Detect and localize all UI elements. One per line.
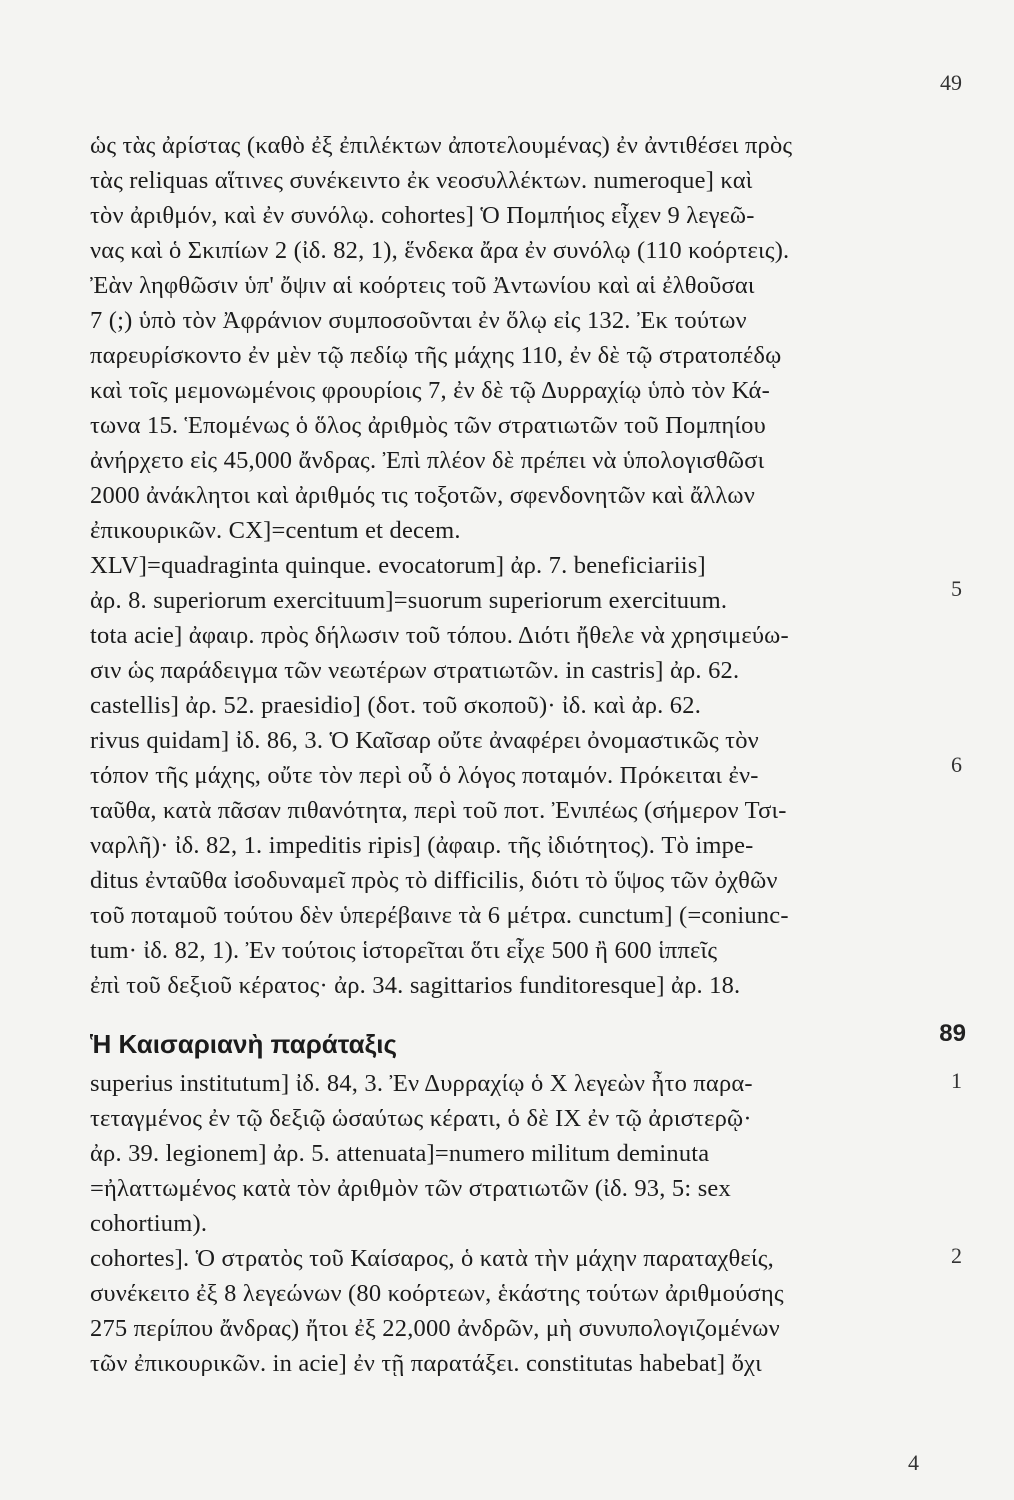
section-heading-line [90,1024,397,1064]
commentary-block-2 [90,1066,910,1381]
text-line: ἀρ. 39. legionem] ἀρ. 5. attenuata]=numero militum deminuta [90,1140,710,1167]
text-line: castellis] ἀρ. 52. praesidio] (δοτ. τοῦ σκοποῦ)· ἰδ. καὶ ἀρ. 62. [90,692,702,719]
page-number: 49 [940,70,962,95]
margin-number: 2 [951,1243,962,1268]
text-line: cohortium). [90,1210,208,1237]
text-line: ἀρ. 8. superiorum exercituum]=suorum superiorum exercituum. [90,587,728,614]
section-heading: Ἡ Καισαριανὴ παράταξις [90,1029,397,1059]
text-line: τῶν ἐπικουρικῶν. in acie] ἐν τῇ παρατάξει. constitutas habebat] ὄχι [90,1350,762,1377]
text-line: τόπον τῆς μάχης, οὔτε τὸν περὶ οὗ ὁ λόγος ποταμόν. Πρόκειται ἐν- [90,762,759,789]
text-line: παρευρίσκοντο ἐν μὲν τῷ πεδίῳ τῆς μάχης 110, ἐν δὲ τῷ στρατοπέδῳ [90,342,782,369]
text-line: τοῦ ποταμοῦ τούτου δὲν ὑπερέβαινε τὰ 6 μέτρα. cunctum] (=coniunc- [90,902,789,929]
text-line: καὶ τοῖς μεμονωμένοις φρουρίοις 7, ἐν δὲ τῷ Δυρραχίῳ ὑπὸ τὸν Κά- [90,377,770,404]
commentary-block-1 [90,128,910,1003]
text-line: =ἠλαττωμένος κατὰ τὸν ἀριθμὸν τῶν στρατιωτῶν (ἰδ. 93, 5: sex [90,1175,731,1202]
text-line: tota acie] ἀφαιρ. πρὸς δήλωσιν τοῦ τόπου. Διότι ἤθελε νὰ χρησιμεύω- [90,622,789,649]
margin-number: 1 [951,1068,962,1093]
text-line: νας καὶ ὁ Σκιπίων 2 (ἰδ. 82, 1), ἕνδεκα ἄρα ἐν συνόλῳ (110 κοόρτεις). [90,237,790,264]
text-line: superius institutum] ἰδ. 84, 3. Ἐν Δυρραχίῳ ὁ X λεγεὼν ἦτο παρα- [90,1070,753,1097]
text-line: Ἐὰν ληφθῶσιν ὑπ' ὄψιν αἱ κοόρτεις τοῦ Ἀντωνίου καὶ αἱ ἐλθοῦσαι [90,272,755,299]
text-line: 7 (;) ὑπὸ τὸν Ἀφράνιον συμποσοῦνται ἐν ὅλῳ εἰς 132. Ἐκ τούτων [90,307,747,334]
text-line: rivus quidam] ἰδ. 86, 3. Ὁ Καῖσαρ οὔτε ἀναφέρει ὀνομαστικῶς τὸν [90,727,759,754]
text-line: σιν ὡς παράδειγμα τῶν νεωτέρων στρατιωτῶν. in castris] ἀρ. 62. [90,657,740,684]
text-line: τεταγμένος ἐν τῷ δεξιῷ ὡσαύτως κέρατι, ὁ δὲ IX ἐν τῷ ἀριστερῷ· [90,1105,752,1132]
text-line: ditus ἐνταῦθα ἰσοδυναμεῖ πρὸς τὸ difficilis, διότι τὸ ὕψος τῶν ὀχθῶν [90,867,778,894]
margin-number: 5 [951,576,962,601]
text-line: ναρλῆ)· ἰδ. 82, 1. impeditis ripis] (ἀφαιρ. τῆς ἰδιότητος). Τὸ impe- [90,832,754,859]
signature-number: 4 [908,1450,919,1475]
text-line: συνέκειτο ἐξ 8 λεγεώνων (80 κοόρτεων, ἑκάστης τούτων ἀριθμούσης [90,1280,784,1307]
text-line: ἐπικουρικῶν. CX]=centum et decem. [90,517,461,544]
text-line: cohortes]. Ὁ στρατὸς τοῦ Καίσαρος, ὁ κατὰ τὴν μάχην παραταχθείς, [90,1245,774,1272]
heading-number: 89 [939,1020,966,1047]
text-line: XLV]=quadraginta quinque. evocatorum] ἀρ. 7. beneficiariis] [90,552,706,579]
text-line: ὡς τὰς ἀρίστας (καθὸ ἐξ ἐπιλέκτων ἀποτελουμένας) ἐν ἀντιθέσει πρὸς [90,132,793,159]
text-line: 275 περίπου ἄνδρας) ἤτοι ἐξ 22,000 ἀνδρῶν, μὴ συνυπολογιζομένων [90,1315,780,1342]
margin-number: 6 [951,752,962,777]
text-line: ἐπὶ τοῦ δεξιοῦ κέρατος· ἀρ. 34. sagittarios funditoresque] ἀρ. 18. [90,972,741,999]
text-line: τωνα 15. Ἑπομένως ὁ ὅλος ἀριθμὸς τῶν στρατιωτῶν τοῦ Πομπηίου [90,412,766,439]
text-line: ταῦθα, κατὰ πᾶσαν πιθανότητα, περὶ τοῦ ποτ. Ἐνιπέως (σήμερον Τσι- [90,797,787,824]
text-line: 2000 ἀνάκλητοι καὶ ἀριθμός τις τοξοτῶν, σφενδονητῶν καὶ ἄλλων [90,482,755,509]
text-line: tum· ἰδ. 82, 1). Ἐν τούτοις ἱστορεῖται ὅτι εἶχε 500 ἢ 600 ἱππεῖς [90,937,718,964]
text-line: τὸν ἀριθμόν, καὶ ἐν συνόλῳ. cohortes] Ὁ Πομπήιος εἶχεν 9 λεγεῶ- [90,202,755,229]
text-line: ἀνήρχετο εἰς 45,000 ἄνδρας. Ἐπὶ πλέον δὲ πρέπει νὰ ὑπολογισθῶσι [90,447,765,474]
text-line: τὰς reliquas αἵτινες συνέκειντο ἐκ νεοσυλλέκτων. numeroque] καὶ [90,167,753,194]
